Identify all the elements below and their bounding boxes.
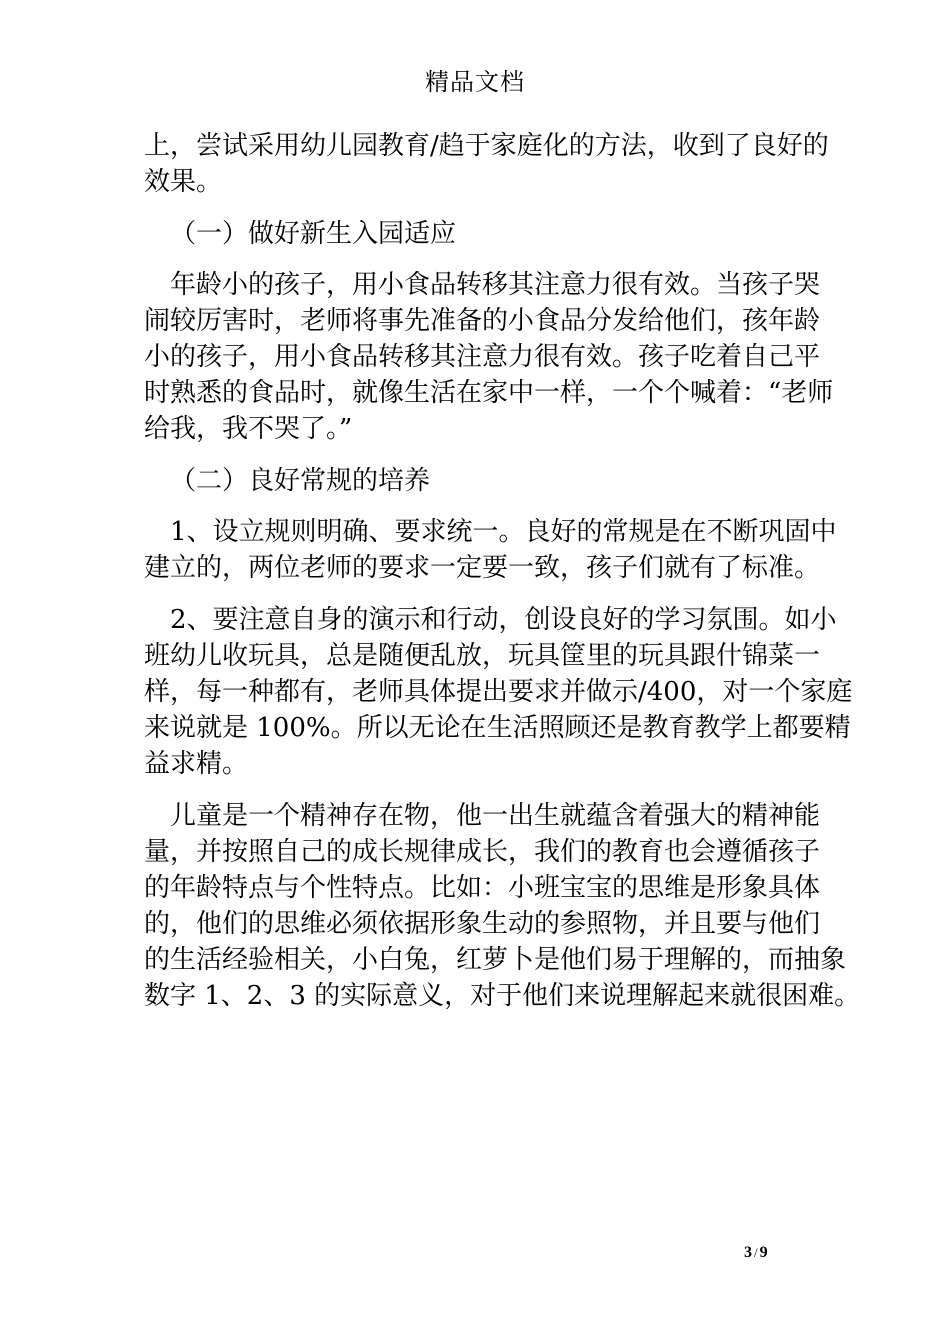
total-pages: 9 — [759, 1244, 768, 1261]
text-line: 1、设立规则明确、要求统一。良好的常规是在不断巩固中 — [170, 517, 837, 548]
current-page: 3 — [744, 1244, 752, 1261]
text-line: 的年龄特点与个性特点。比如：小班宝宝的思维是形象具体 — [144, 872, 821, 903]
text-line: 益求精。 — [144, 748, 249, 779]
paragraph — [144, 514, 837, 586]
text-line: 量，并按照自己的成长规律成长，我们的教育也会遵循孩子 — [144, 836, 821, 867]
page-separator: / — [754, 1245, 758, 1260]
paragraph — [144, 602, 853, 782]
text-line: 上，尝试采用幼儿园教育/趋于家庭化的方法，收到了良好的 — [144, 131, 829, 161]
text-line: 班幼儿收玩具，总是随便乱放，玩具筐里的玩具跟什锦菜一 — [144, 640, 821, 671]
text-line: 数字 1、2、3 的实际意义，对于他们来说理解起来就很困难。 — [144, 980, 861, 1011]
text-line: 2、要注意自身的演示和行动，创设良好的学习氛围。如小 — [170, 604, 837, 635]
text-line: 效果。 — [144, 167, 223, 197]
text-line: 时熟悉的食品时，就像生活在家中一样，一个个喊着：“老师 — [144, 378, 834, 409]
text-line: （一）做好新生入园适应 — [170, 218, 457, 249]
paragraph — [144, 798, 861, 1014]
section-heading — [144, 216, 808, 252]
text-line: 的生活经验相关，小白兔，红萝卜是他们易于理解的，而抽象 — [144, 944, 847, 975]
text-line: 儿童是一个精神存在物，他一出生就蕴含着强大的精神能 — [170, 800, 821, 831]
text-line: 小的孩子，用小食品转移其注意力很有效。孩子吃着自己平 — [144, 342, 821, 373]
page-number — [744, 1243, 768, 1263]
paragraph — [144, 128, 829, 200]
text-line: 年龄小的孩子，用小食品转移其注意力很有效。当孩子哭 — [170, 270, 821, 301]
text-line: 闹较厉害时，老师将事先准备的小食品分发给他们，孩年龄 — [144, 306, 821, 337]
text-line: 给我，我不哭了。” — [144, 414, 353, 445]
document-body — [144, 128, 861, 1014]
section-heading — [144, 463, 808, 499]
text-line: 的，他们的思维必须依据形象生动的参照物，并且要与他们 — [144, 908, 821, 939]
text-line: 来说就是 100%。所以无论在生活照顾还是教育教学上都要精 — [144, 712, 851, 743]
text-line: 建立的，两位老师的要求一定要一致，孩子们就有了标准。 — [144, 553, 821, 584]
page-header-title: 精品文档 — [425, 68, 525, 96]
text-line: 样，每一种都有，老师具体提出要求并做示/400，对一个家庭 — [144, 676, 853, 707]
paragraph — [144, 267, 834, 447]
text-line: （二）良好常规的培养 — [170, 465, 431, 496]
